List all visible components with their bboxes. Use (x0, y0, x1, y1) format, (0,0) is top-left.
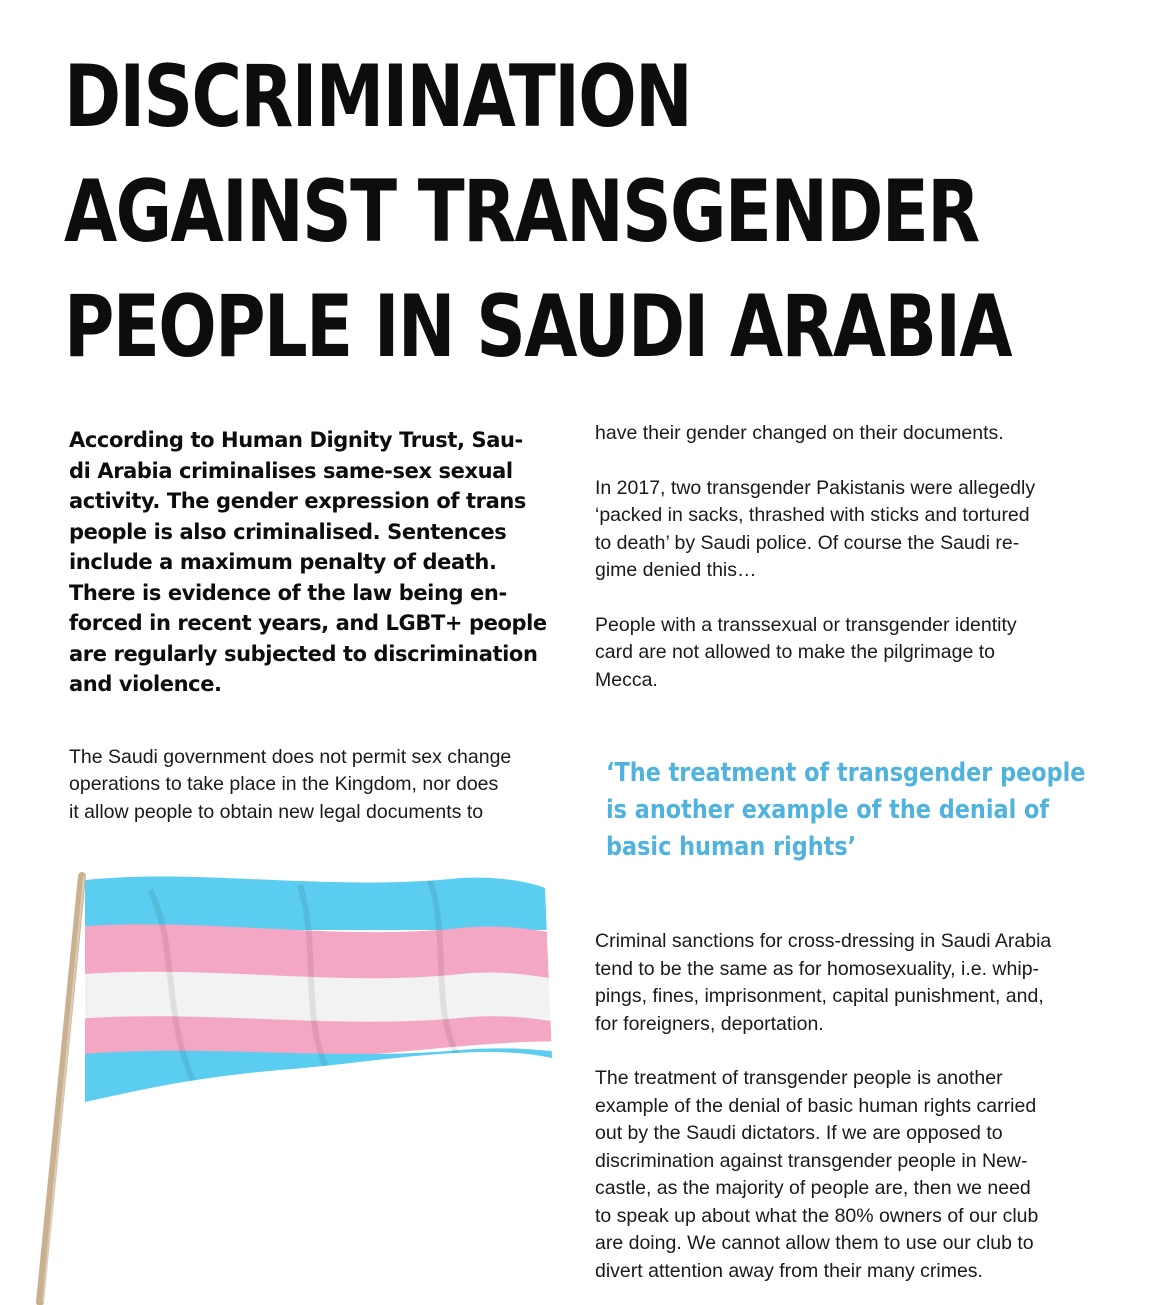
body-line: Mecca. (595, 668, 658, 691)
body-paragraph-conclusion (595, 1065, 1105, 1285)
body-line: gime denied this… (595, 559, 757, 581)
left-column (69, 425, 579, 826)
body-paragraph-pilgrimage (595, 612, 1105, 695)
lead-line: are regularly subjected to discrimination (69, 641, 538, 666)
body-line: tend to be the same as for homosexuality, i.e. whip- (595, 957, 1040, 980)
body-line: for foreigners, deportation. (595, 1012, 824, 1035)
flag-stripe-blue-bottom (60, 1048, 580, 1130)
lead-line: According to Human Dignity Trust, Sau- (69, 428, 523, 452)
pull-quote (606, 755, 1086, 866)
body-line: castle, as the majority of people are, then we need (595, 1177, 1031, 1199)
headline-line-3: PEOPLE IN SAUDI ARABIA (64, 277, 1012, 377)
transgender-flag-icon (0, 870, 580, 1305)
body-line: In 2017, two transgender Pakistanis were allegedly (595, 476, 1036, 499)
body-line: Criminal sanctions for cross-dressing in Saudi Arabia (595, 930, 1052, 952)
lead-line: forced in recent years, and LGBT+ people (69, 611, 547, 635)
body-line: discrimination against transgender people in New- (595, 1149, 1028, 1172)
body-line: it allow people to obtain new legal documents to (69, 800, 484, 823)
body-line: People with a transsexual or transgender identity (595, 613, 1017, 636)
body-line: example of the denial of basic human rights carried (595, 1094, 1037, 1117)
body-line: The Saudi government does not permit sex change (69, 745, 512, 768)
headline-line-2: AGAINST TRANSGENDER (64, 162, 979, 262)
lead-line: people is also criminalised. Sentences (69, 519, 507, 544)
pull-quote-line: is another example of the denial of (606, 795, 1050, 825)
body-paragraph-government (69, 744, 579, 827)
pull-quote-line: ‘The treatment of transgender people (606, 758, 1086, 788)
body-line: out by the Saudi dictators. If we are opposed to (595, 1122, 1003, 1144)
body-line: pings, fines, imprisonment, capital punishment, and, (595, 985, 1044, 1007)
body-line: to death’ by Saudi police. Of course the Saudi re- (595, 531, 1020, 554)
body-line: divert attention away from their many crimes. (595, 1259, 983, 1282)
headline (64, 40, 1012, 385)
lead-line: di Arabia criminalises same-sex sexual (69, 458, 513, 483)
body-paragraph-documents (595, 420, 1105, 448)
body-line: operations to take place in the Kingdom, nor does (69, 773, 499, 795)
body-paragraph-2017 (595, 475, 1105, 585)
headline-line-1: DISCRIMINATION (64, 47, 692, 147)
lead-paragraph (69, 425, 579, 700)
lead-line: and violence. (69, 672, 222, 696)
lead-line: activity. The gender expression of trans (69, 489, 527, 513)
body-line: ‘packed in sacks, thrashed with sticks and tortured (595, 504, 1030, 526)
flag-pole-highlight (43, 876, 84, 1302)
flag-stripe-blue-top (60, 870, 580, 930)
body-line: The treatment of transgender people is another (595, 1067, 1003, 1089)
body-line: card are not allowed to make the pilgrimage to (595, 641, 995, 663)
pull-quote-line: basic human rights’ (606, 832, 857, 862)
body-paragraph-sanctions (595, 928, 1105, 1038)
flag-pole (40, 876, 82, 1302)
body-line: have their gender changed on their documents. (595, 422, 1004, 444)
lead-line: There is evidence of the law being en- (69, 580, 507, 605)
body-line: are doing. We cannot allow them to use our club to (595, 1232, 1034, 1254)
lead-line: include a maximum penalty of death. (69, 550, 497, 574)
flag-cloth (60, 870, 580, 1130)
body-line: to speak up about what the 80% owners of our club (595, 1204, 1039, 1227)
